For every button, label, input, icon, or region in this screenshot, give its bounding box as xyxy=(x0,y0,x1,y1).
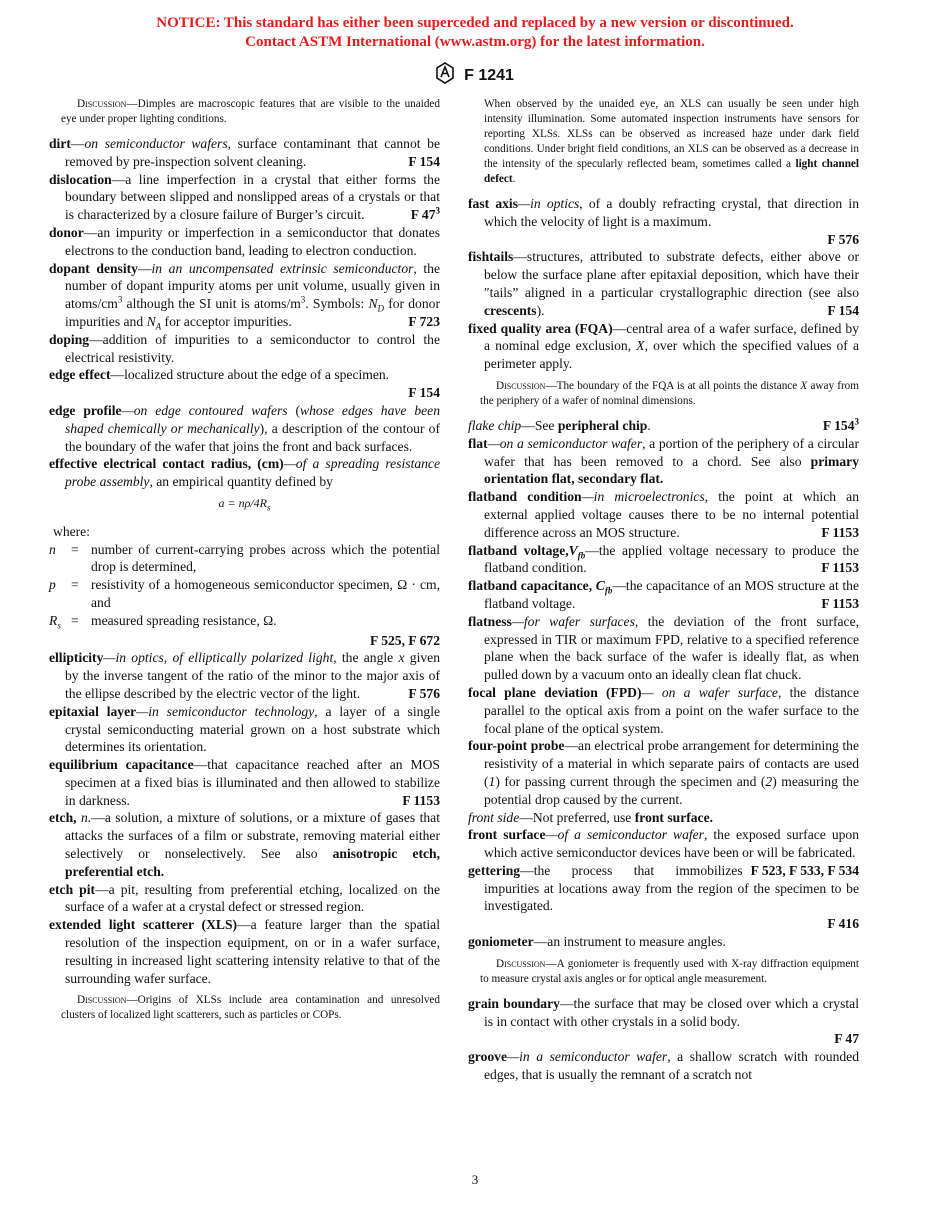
standard-header xyxy=(0,62,950,89)
entry-goniometer: goniometer—an instrument to measure angles. xyxy=(468,934,726,950)
entry-flatness: flatness—for wafer surfaces, the deviation of the front surface, expressed in TIR or maximum FPD, relative to a specified reference plane when the back surface of the wafer is ideally flat, as when pulled down by a vacuum onto an ideally clean flat chuck. xyxy=(468,613,859,683)
entry-etch-pit: etch pit—a pit, resulting from preferential etching, localized on the surface of a wafer at a crystal defect or stressed region. xyxy=(49,881,440,915)
discussion-fqa: Discussion—The boundary of the FQA is at all points the distance X away from the periphery of a wafer of nominal dimensions. xyxy=(480,379,859,407)
notice-line-2: Contact ASTM International (www.astm.org) for the latest information. xyxy=(245,34,705,50)
discussion-dimples: Discussion—Dimples are macroscopic features that are visible to the unaided eye under proper lighting conditions. xyxy=(61,98,440,125)
entry-epitaxial-layer: epitaxial layer—in semiconductor technology, a layer of a single crystal semiconducting material grown on a host substrate which determines its orientation. xyxy=(49,703,440,755)
right-column xyxy=(468,97,859,1084)
entry-flake-chip: flake chip—See peripheral chip. F $154^3$ xyxy=(468,416,859,433)
entry-equilibrium-capacitance: equilibrium capacitance—that capacitance reached after an MOS specimen at a fixed bias is illuminated and then allowed to stabilize in darkness. F 1153 xyxy=(49,757,440,808)
notice-line-1: NOTICE: This standard has either been superceded and replaced by a new version or discontinued. xyxy=(156,15,794,31)
symbol-definitions xyxy=(49,541,440,630)
entry-effective-contact-radius: effective electrical contact radius, (cm)—of a spreading resistance probe assembly, an empirical quantity defined by xyxy=(49,456,441,490)
entry-fixed-quality-area: fixed quality area (FQA)—central area of a wafer surface, defined by a nominal edge exclusion, X, over which the specified values of a perimeter apply. xyxy=(468,320,859,372)
standard-designation: F 1241 xyxy=(464,66,514,84)
entry-flat: flat—on a semiconductor wafer, a portion of the periphery of a circular wafer that has been removed to a chord. See also primary orientation flat, secondary flat. xyxy=(468,435,859,487)
entry-ellipticity: ellipticity—in optics, of elliptically polarized light, the angle x given by the inverse tangent of the ratio of the minor to the major axis of the ellipse described by the electric vector of the light. F 576 xyxy=(49,650,440,701)
entry-dopant-density: dopant density—in an uncompensated extrinsic semiconductor, the number of dopant impurity atoms per unit volume, usually given in atoms/$cm^3$ although the SI unit is atoms/$m^3$. Symbols: $N_D$ for donor impurities and $N_A$ for acceptor impurities. F 723 xyxy=(49,260,441,332)
formula-contact-radius: $a = n\rho/4R_s$ xyxy=(218,495,271,513)
entry-edge-effect: edge effect—localized structure about the edge of a specimen. F 154 xyxy=(49,367,440,401)
definition-row: $R_s$ = measured spreading resistance, Ω. xyxy=(49,612,277,631)
definition-row: n = number of current-carrying probes across which the potential drop is determined, xyxy=(49,541,440,575)
entry-four-point-probe: four-point probe—an electrical probe arrangement for determining the resistivity of a material in which separate pairs of contacts are used (1) for passing current through the specimen and (2) measuring the potential drop caused by the current. xyxy=(468,738,859,807)
entry-front-side: front side—Not preferred, use front surface. xyxy=(468,809,714,825)
entry-flatband-voltage: flatband $voltage,V_{fb}—the$ applied voltage necessary to produce the flatband condition. F 1153 xyxy=(468,542,859,576)
entry-fast-axis: fast axis—in optics, of a doubly refracting crystal, that direction in which the velocity of light is a maximum. F 576 xyxy=(468,196,859,247)
discussion-xls-continued: When observed by the unaided eye, an XLS can usually be seen under high intensity illumination. Some automated inspection instruments have sensors for reporting XLSs. XLSs can be observed as increased haze under dark field conditions. Under bright field conditions, an XLS can be observed as a decrease in the intensity of the specularly reflected beam, sometimes called a light channel defect. xyxy=(484,98,859,185)
entry-fishtails: fishtails—structures, attributed to substrate defects, either above or below the surface plane after epitaxial deposition, which have their ″tails” aligned in a particular crystallographic direction (see also crescents). F 154 xyxy=(468,249,859,318)
entry-etch: etch, n.—a solution, a mixture of solutions, or a mixture of gases that attacks the surfaces of a film or substrate, removing material either selectively or nonselectively. See also anisotropic etch, preferential etch. xyxy=(49,810,441,879)
definition-row: p = resistivity of a homogeneous semiconductor specimen, Ω · cm, and xyxy=(49,577,440,610)
entry-dirt: dirt—on semiconductor wafers, surface contaminant that cannot be removed by pre-inspection solvent cleaning. F 154 xyxy=(49,136,440,169)
entry-focal-plane-deviation: focal plane deviation (FPD)— on a wafer surface, the distance parallel to the optical axis from a point on the wafer surface to the focal plane of the optical system. xyxy=(468,684,859,736)
left-column xyxy=(49,97,440,1031)
entry-edge-profile: edge profile—on edge contoured wafers (whose edges have been shaped chemically or mechanically), a description of the contour of the boundary of the wafer that joins the front and back surfaces. xyxy=(49,402,441,454)
page-number: 3 xyxy=(471,1172,479,1187)
entry-flatband-capacitance: flatband capacitance, $C_{fb}—the$ capacitance of an MOS structure at the flatband voltage. F 1153 xyxy=(468,578,859,611)
entry-flatband-condition: flatband condition—in microelectronics, the point at which an external applied voltage causes there to be no internal potential difference across an MOS structure. F 1153 xyxy=(468,489,859,540)
where-label: where: xyxy=(53,523,90,539)
entry-dislocation: dislocation—a line imperfection in a crystal that either forms the boundary between slipped and nonslipped areas of a crystals or that is characterized by a closure failure of Burger’s circuit. F $47^3$ xyxy=(49,171,440,223)
entry-grain-boundary: grain boundary—the surface that may be closed over which a crystal is in contact with other crystals in a solid body. F 47 xyxy=(468,995,859,1047)
entry-groove: groove—in a semiconductor wafer, a shallow scratch with rounded edges, that is usually the remnant of a scratch not xyxy=(468,1049,859,1083)
entry-doping: doping—addition of impurities to a semiconductor to control the electrical resistivity. xyxy=(49,331,440,365)
discussion-xls: Discussion—Origins of XLSs include area contamination and unresolved clusters of localized light scatterers, such as particles or COPs. xyxy=(61,994,440,1022)
entry-gettering: gettering—the process that immobilizes impurities at locations away from the region of the specimen to be investigated. F 416 xyxy=(468,862,859,932)
ref-contact-radius: F 525, F 672 xyxy=(370,632,440,648)
discussion-goniometer: Discussion—A goniometer is frequently used with X-ray diffraction equipment to measure crystal axis angles or for optical angle measurement. xyxy=(480,957,859,985)
astm-logo-icon xyxy=(436,62,454,89)
entry-donor: donor—an impurity or imperfection in a semiconductor that donates electrons to the conduction band, leading to electron conduction. xyxy=(49,224,440,258)
notice-banner xyxy=(0,14,950,52)
entry-front-surface: front surface—of a semiconductor wafer, the exposed surface upon which active semiconductor devices have been or will be fabricated. F 523, F 533, F 534 xyxy=(468,827,860,878)
entry-extended-light-scatterer: extended light scatterer (XLS)—a feature larger than the spatial resolution of the inspection equipment, on or in a wafer surface, resulting in increased light scattering intensity relative to that of the surrounding wafer surface. xyxy=(49,917,440,986)
